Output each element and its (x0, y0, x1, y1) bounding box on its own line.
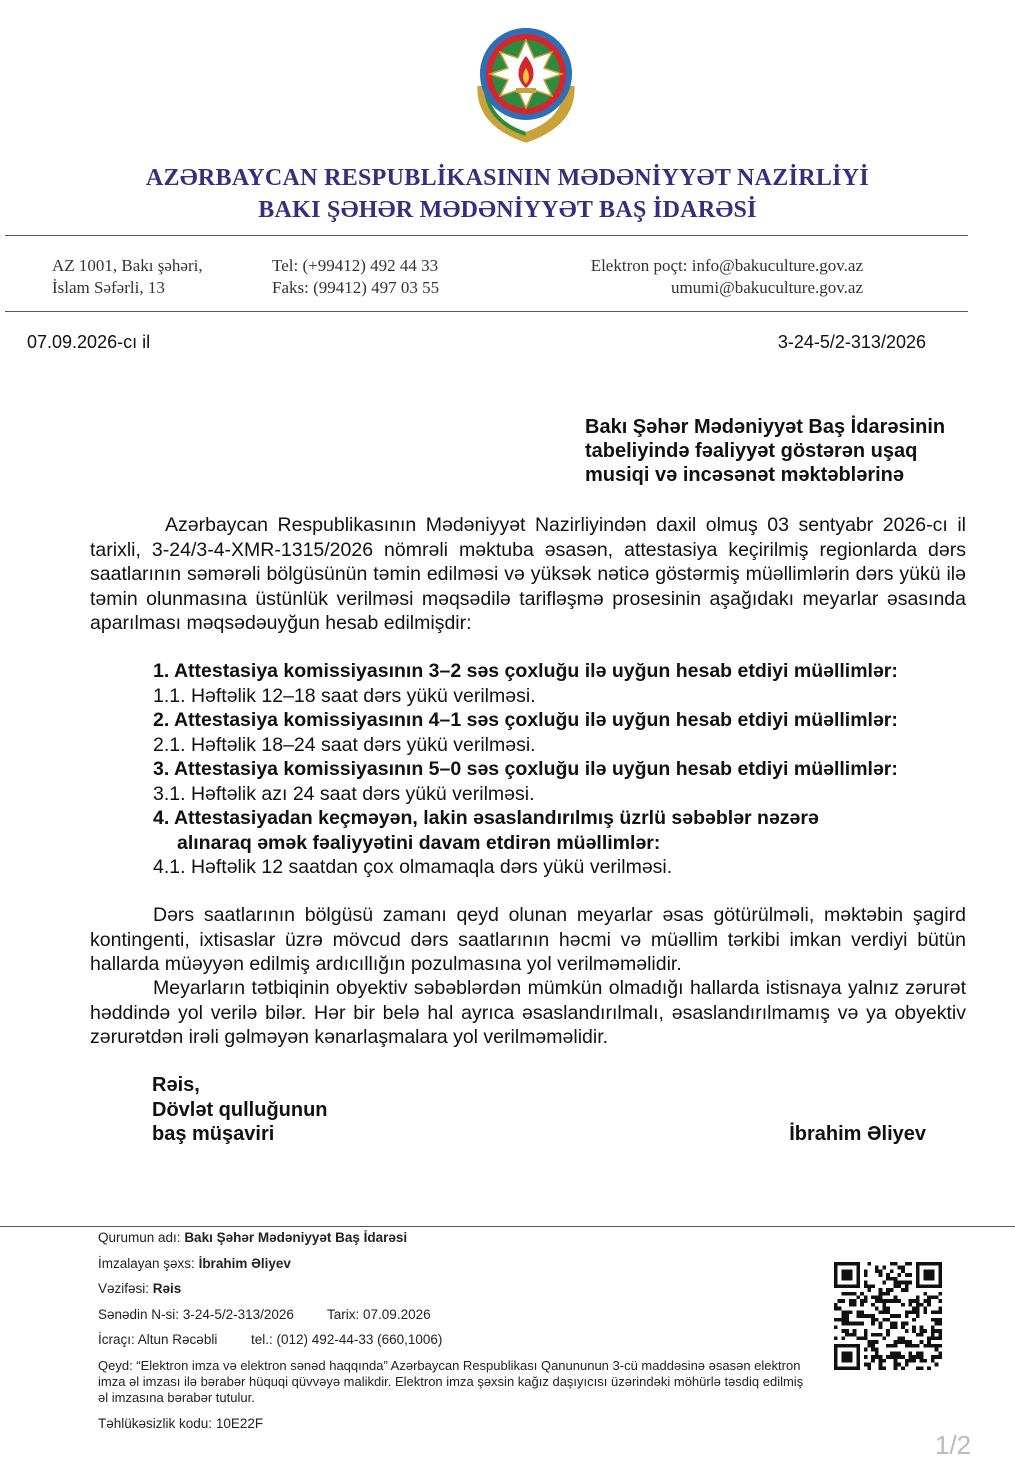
footer-label: Sənədin N-si: (98, 1307, 180, 1322)
signatory-title (152, 1073, 328, 1147)
paragraph-2: Dərs saatlarının bölgüsü zamanı qeyd olunan meyarlar əsas götürülməli, məktəbin şagird kontingenti, ixtisaslar üzrə mövcud dərs saatlarının həcmi və müəllim tərkibi imkan verdiyi bütün hallarda müəyyən edilmiş ardıcıllığın pozulmasına yol verilməməlidir. (90, 904, 966, 975)
department-title: BAKI ŞƏHƏR MƏDƏNİYYƏT BAŞ İDARƏSİ (258, 197, 757, 223)
email-block (520, 255, 863, 299)
criteria-detail: 4.1. Həftəlik 12 saatdan çox olmamaqla dərs yükü verilməsi. (153, 856, 673, 878)
addressee-block (585, 415, 985, 487)
signatory-title-line: Rəis, (152, 1074, 200, 1096)
footer-label: İcraçı: (98, 1332, 135, 1347)
footer-label: tel.: (251, 1332, 273, 1347)
addressee-line: musiqi və incəsənət məktəblərinə (585, 464, 905, 486)
criteria-heading-continued: alınaraq əmək fəaliyyətini davam etdirən müəllimlər: (177, 831, 661, 854)
footer-label: Qurumun adı: (98, 1230, 181, 1245)
footer-position (98, 1281, 181, 1297)
registration-number: 3-24-5/2-313/2026 (777, 332, 926, 352)
criteria-heading: 4. Attestasiyadan keçməyən, lakin əsaslandırılmış üzrlü səbəblər nəzərə (153, 807, 819, 829)
paragraph-3: Meyarların tətbiqinin obyektiv səbəblərdən mümkün olmadığı hallarda istisnaya yalnız zərurət həddində yol verilə bilər. Hər bir belə hal ayrıca əsaslandırılmalı, əsaslandırılmamış və ya obyektiv zərurətdən irəli gəlməyən kənarlaşmalara yol verilməməlidir. (90, 977, 966, 1048)
footer-value: Rəis (152, 1281, 182, 1296)
intro-paragraph: Azərbaycan Respublikasının Mədəniyyət Nazirliyindən daxil olmuş 03 sentyabr 2026-cı il tarixli, 3-24/3-4-XMR-1315/2026 nömrəli məktuba əsasən, attestasiya keçirilmiş regionlarda dərs saatlarının səmərəli bölgüsünün təmin edilməsi və yüksək nəticə göstərmiş müəllimlərin dərs yükü ilə təmin olunmasına üstünlük verilməsi məqsədilə tarifləşmə prosesinin aşağıdakı meyarlar əsasında aparılması məqsədəuyğun hesab edilmişdir: (90, 514, 966, 634)
footer-label: Tarix: (327, 1307, 360, 1322)
header-divider (5, 235, 968, 236)
email-link[interactable]: umumi@bakuculture.gov.az (670, 278, 863, 297)
address-line: İslam Səfərli, 13 (52, 278, 165, 297)
address-block (52, 255, 203, 299)
security-code (98, 1416, 263, 1432)
legal-note: Qeyd: “Elektron imza və elektron sənəd haqqında” Azərbaycan Respublikası Qanununun 3-cü maddəsinə əsasən elektron imza əl imzası ilə bərabər hüquqi qüvvəyə malikdir. Elektron imza şəxsin kağız daşıyıcısı üzərindəki möhürlə təsdiq edilmiş əl imzasına bərabər tutulur. (98, 1358, 804, 1405)
criteria-detail: 1.1. Həftəlik 12–18 saat dərs yükü verilməsi. (153, 684, 536, 707)
signatory-title-line: baş müşaviri (152, 1123, 275, 1145)
footer-executor (98, 1332, 217, 1348)
ministry-title: AZƏRBAYCAN RESPUBLİKASININ MƏDƏNİYYƏT NAZİRLİYİ (145, 165, 870, 191)
footer-label: İmzalayan şəxs: (98, 1256, 195, 1271)
footer-divider (0, 1226, 1015, 1227)
contact-divider (5, 311, 968, 312)
criteria-detail: 2.1. Həftəlik 18–24 saat dərs yükü verilməsi. (153, 733, 536, 756)
state-emblem-icon (470, 22, 582, 144)
footer-label: Təhlükəsizlik kodu: (98, 1416, 213, 1431)
criteria-heading: 3. Attestasiya komissiyasının 5–0 səs çoxluğu ilə uyğun hesab etdiyi müəllimlər: (153, 758, 898, 780)
page-number: 1/2 (935, 1430, 972, 1460)
footer-value: 3-24-5/2-313/2026 (182, 1307, 294, 1322)
footer-signer (98, 1256, 291, 1272)
footer-date (327, 1307, 431, 1323)
footer-phone (251, 1332, 442, 1348)
criteria-list (153, 659, 968, 880)
addressee-line: Bakı Şəhər Mədəniyyət Baş İdarəsinin (585, 416, 946, 438)
footer-value: (012) 492-44-33 (660,1006) (276, 1332, 443, 1347)
criteria-detail: 3.1. Həftəlik azı 24 saat dərs yükü verilməsi. (153, 782, 535, 805)
addressee-line: tabeliyində fəaliyyət göstərən uşaq (585, 440, 918, 462)
signatory-name: İbrahim Əliyev (789, 1123, 926, 1145)
qr-code-icon[interactable] (834, 1262, 942, 1370)
footer-value: Bakı Şəhər Mədəniyyət Baş İdarəsi (184, 1230, 408, 1245)
footer-docno (98, 1307, 294, 1323)
address-line: AZ 1001, Bakı şəhəri, (52, 256, 203, 275)
phone-block (272, 255, 439, 299)
footer-value: İbrahim Əliyev (198, 1256, 291, 1271)
fax: Faks: (99412) 497 03 55 (272, 278, 440, 297)
signatory-title-line: Dövlət qulluğunun (152, 1098, 328, 1121)
criteria-heading: 1. Attestasiya komissiyasının 3–2 səs çoxluğu ilə uyğun hesab etdiyi müəllimlər: (153, 660, 898, 682)
document-date: 07.09.2026-cı il (27, 332, 151, 352)
telephone: Tel: (+99412) 492 44 33 (272, 256, 439, 275)
email-link[interactable]: Elektron poçt: info@bakuculture.gov.az (590, 256, 863, 275)
footer-value: Altun Rəcəbli (137, 1332, 218, 1347)
footer-label: Vəzifəsi: (98, 1281, 150, 1296)
footer-value: 10E22F (215, 1416, 264, 1431)
footer-org (98, 1230, 407, 1246)
criteria-heading: 2. Attestasiya komissiyasının 4–1 səs çoxluğu ilə uyğun hesab etdiyi müəllimlər: (153, 709, 898, 731)
footer-value: 07.09.2026 (363, 1307, 431, 1322)
